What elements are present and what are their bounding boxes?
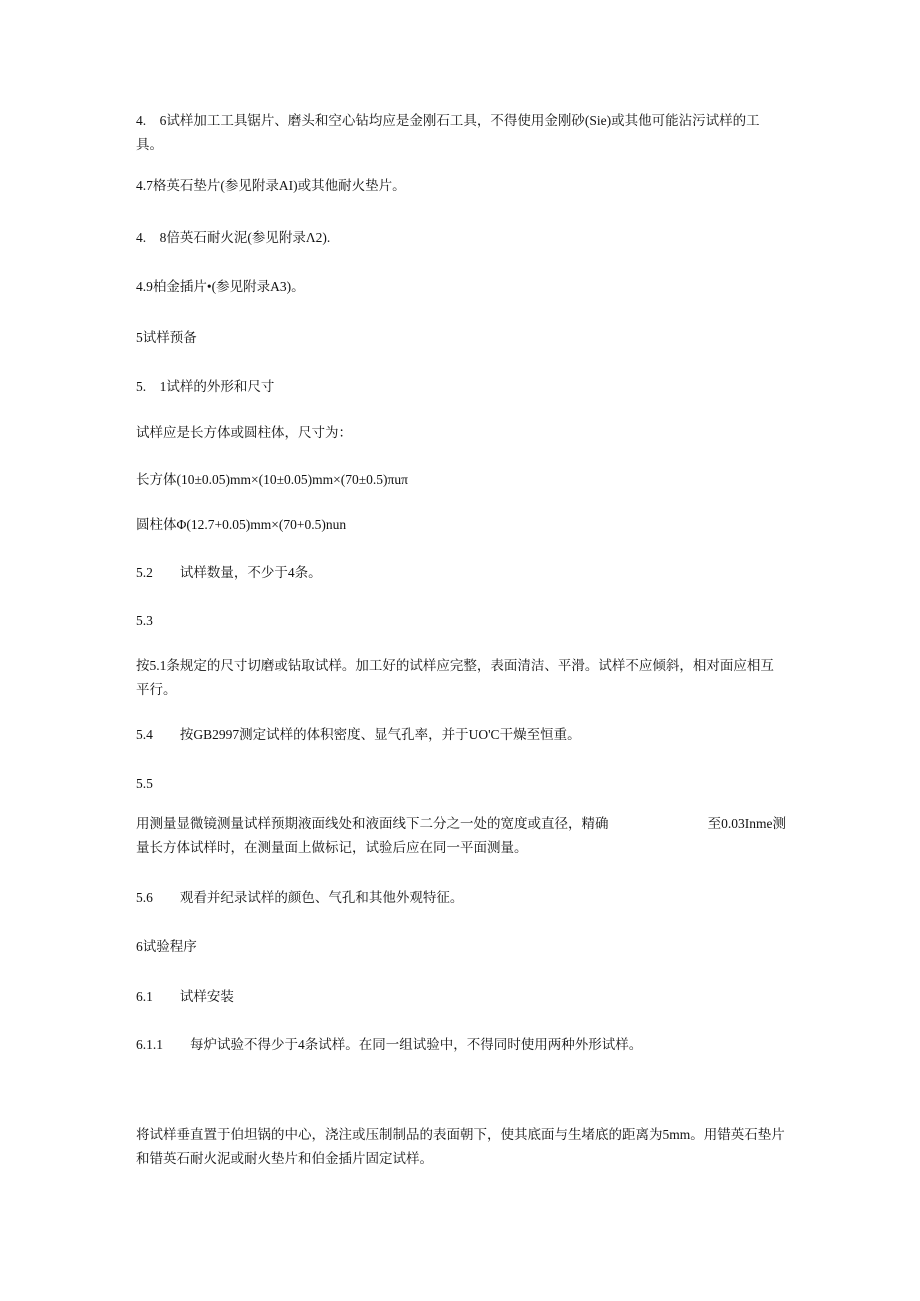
paragraph-5-5-left: 用测量显微镜测量试样预期液面线处和液面线下二分之一处的宽度或直径，精确 — [136, 816, 609, 831]
paragraph-shape: 试样应是长方体或圆柱体，尺寸为： — [136, 425, 352, 440]
paragraph-5-6: 5.6 观看并纪录试样的颜色、气孔和其他外观特征。 — [136, 890, 464, 905]
paragraph-4-7: 4.7格英石垫片(参见附录AI)或其他耐火垫片。 — [136, 178, 406, 193]
paragraph-6-1-1: 6.1.1 每炉试验不得少于4条试样。在同一组试验中，不得同时使用两种外形试样。 — [136, 1037, 643, 1052]
paragraph-4-6: 4. 6试样加工工具锯片、磨头和空心钻均应是金刚石工具，不得使用金刚砂(Sie)或其他可能沾污试样的工具。 — [136, 113, 760, 152]
section-5-1-heading: 5. 1试样的外形和尺寸 — [136, 379, 275, 394]
paragraph-5-3-body: 按5.1条规定的尺寸切磨或钻取试样。加工好的试样应完整，表面清洁、平滑。试样不应倾斜，相对面应相互平行。 — [136, 658, 774, 697]
section-6-heading: 6试验程序 — [136, 939, 197, 954]
paragraph-5-3-number: 5.3 — [136, 613, 153, 628]
paragraph-cuboid: 长方体(10±0.05)mm×(10±0.05)mm×(70±0.5)πuπ — [136, 472, 408, 487]
section-5-heading: 5试样预备 — [136, 330, 197, 345]
paragraph-5-5-line1 — [136, 812, 786, 836]
paragraph-5-4: 5.4 按GB2997测定试样的体积密度、显气孔率，并于UO'C干燥至恒重。 — [136, 727, 581, 742]
paragraph-5-5-number: 5.5 — [136, 776, 153, 791]
section-6-1-heading: 6.1 试样安装 — [136, 989, 234, 1004]
paragraph-4-8: 4. 8倍英石耐火泥(参见附录Λ2). — [136, 230, 331, 245]
paragraph-cylinder: 圆柱体Φ(12.7+0.05)mm×(70+0.5)nun — [136, 517, 347, 532]
paragraph-5-5-right: 至0.03Inme测 — [707, 816, 786, 831]
paragraph-placement: 将试样垂直置于伯坦锅的中心，浇注或压制制品的表面朝下，使其底面与生堵底的距离为5mm。用错英石垫片和错英石耐火泥或耐火垫片和伯金插片固定试样。 — [136, 1127, 785, 1166]
paragraph-4-9: 4.9柏金插片•(参见附录A3)。 — [136, 279, 305, 294]
paragraph-5-5-line2: 量长方体试样时，在测量面上做标记，试验后应在同一平面测量。 — [136, 840, 528, 855]
paragraph-5-2: 5.2 试样数量，不少于4条。 — [136, 565, 322, 580]
